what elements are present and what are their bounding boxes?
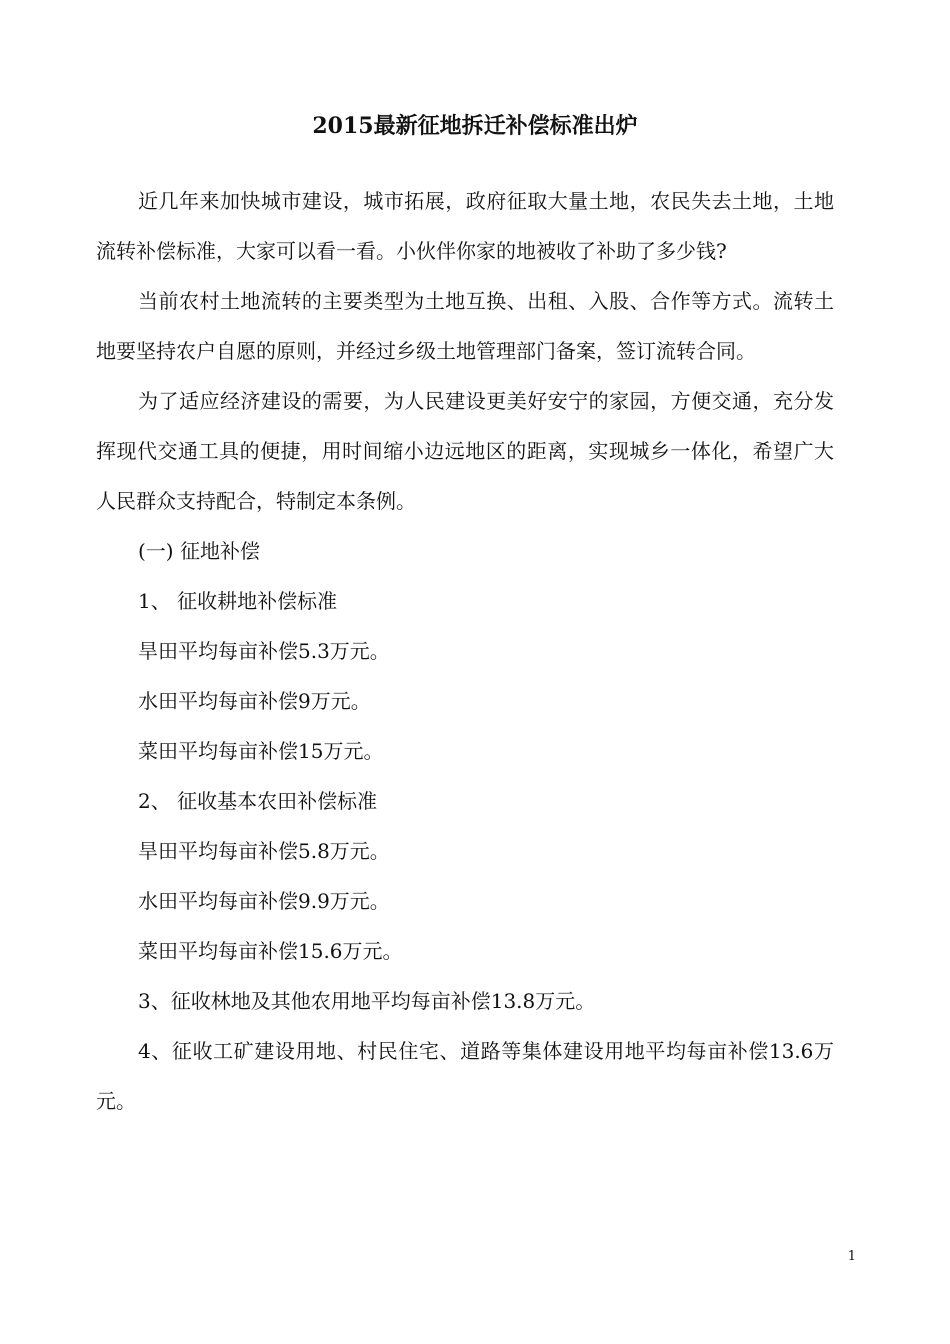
subheading-basic-farmland: 2、 征收基本农田补偿标准 — [138, 789, 378, 813]
line-construction-land: 4、征收工矿建设用地、村民住宅、道路等集体建设用地平均每亩补偿13.6万元。 — [96, 1039, 834, 1113]
line-forest-land: 3、征收林地及其他农用地平均每亩补偿13.8万元。 — [138, 989, 596, 1013]
line-paddy-field-cultivated: 水田平均每亩补偿9万元。 — [138, 689, 371, 713]
paragraph-purpose: 为了适应经济建设的需要，为人民建设更美好安宁的家园，方便交通，充分发挥现代交通工具的便捷，用时间缩小边远地区的距离，实现城乡一体化，希望广大人民群众支持配合，特制定本条例。 — [96, 389, 834, 513]
subheading-cultivated-land: 1、 征收耕地补偿标准 — [138, 589, 338, 613]
line-dry-field-basic: 旱田平均每亩补偿5.8万元。 — [138, 839, 390, 863]
line-dry-field-cultivated: 旱田平均每亩补偿5.3万元。 — [138, 639, 390, 663]
paragraph-transfer-types: 当前农村土地流转的主要类型为土地互换、出租、入股、合作等方式。流转土地要坚持农户自愿的原则，并经过乡级土地管理部门备案，签订流转合同。 — [96, 289, 834, 363]
line-vegetable-field-cultivated: 菜田平均每亩补偿15万元。 — [138, 739, 384, 763]
line-paddy-field-basic: 水田平均每亩补偿9.9万元。 — [138, 889, 390, 913]
line-vegetable-field-basic: 菜田平均每亩补偿15.6万元。 — [138, 939, 403, 963]
document-title: 2015最新征地拆迁补偿标准出炉 — [312, 113, 638, 139]
paragraph-intro: 近几年来加快城市建设，城市拓展，政府征取大量土地，农民失去土地，土地流转补偿标准，大家可以看一看。小伙伴你家的地被收了补助了多少钱? — [96, 189, 834, 263]
document-body — [96, 176, 834, 1126]
section-heading-land-compensation: (一) 征地补偿 — [138, 539, 260, 563]
page-number: 1 — [847, 1249, 856, 1264]
